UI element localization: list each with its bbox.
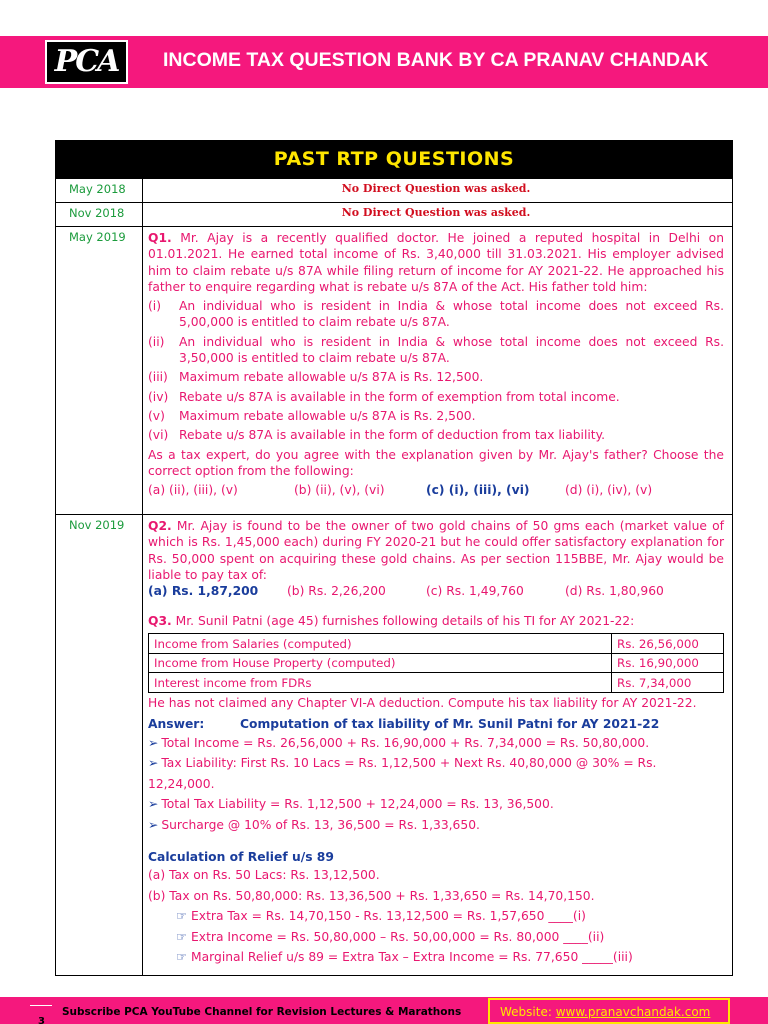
arrow-icon: ➢: [148, 756, 159, 771]
arrow-icon: ➢: [148, 817, 159, 832]
website-link[interactable]: www.pranavchandak.com: [555, 1005, 711, 1019]
pointing-hand-icon: ☞: [176, 909, 188, 924]
header-title: INCOME TAX QUESTION BANK BY CA PRANAV CHANDAK: [163, 49, 709, 71]
answer-bullet: [148, 753, 724, 794]
q2-q3-cell: [143, 515, 732, 975]
option: (d) Rs. 1,80,960: [565, 584, 664, 599]
table-row: [149, 653, 724, 673]
item-text: Maximum rebate allowable u/s 87A is Rs. 2,500.: [179, 408, 476, 423]
arrow-icon: ➢: [148, 797, 159, 812]
sub-text: Extra Tax = Rs. 14,70,150 - Rs. 13,12,500 = Rs. 1,57,650 ____(i): [191, 909, 586, 924]
answer-heading: [148, 716, 724, 732]
footer-divider: [30, 1005, 52, 1006]
q3-after: He has not claimed any Chapter VI-A deduction. Compute his tax liability for AY 2021-22.: [148, 695, 697, 710]
item-number: (iv): [148, 389, 169, 404]
row-date: Nov 2018: [56, 203, 143, 226]
answer-bullet: [148, 794, 724, 815]
q2-options: [148, 583, 724, 599]
income-label: Income from Salaries (computed): [149, 634, 612, 654]
row-date: May 2019: [56, 227, 143, 514]
relief-line: (a) Tax on Rs. 50 Lacs: Rs. 13,12,500.: [148, 868, 380, 883]
income-amount: Rs. 7,34,000: [612, 673, 724, 693]
item-number: (ii): [148, 334, 165, 349]
q1-options: [148, 482, 724, 498]
q3-text: [148, 613, 724, 629]
website-label: Website:: [500, 1005, 552, 1019]
q1-item: [148, 408, 724, 424]
option: (a) (ii), (iii), (v): [148, 483, 238, 498]
answer-label: Answer:: [148, 717, 205, 732]
table-row: [56, 202, 732, 226]
answer-bullet: [148, 733, 724, 754]
q1-prompt: As a tax expert, do you agree with the explanation given by Mr. Ajay's father? Choose the correct option from the following:: [148, 447, 724, 478]
row-note: No Direct Question was asked.: [341, 182, 531, 195]
option-correct: (c) (i), (iii), (vi): [426, 483, 530, 498]
table-row: [149, 673, 724, 693]
item-number: (vi): [148, 428, 169, 443]
answer-title: Computation of tax liability of Mr. Sunil Patni for AY 2021-22: [240, 717, 660, 732]
income-label: Income from House Property (computed): [149, 653, 612, 673]
q2-label: Q2.: [148, 519, 172, 533]
q1-item: [148, 298, 724, 331]
pointing-hand-icon: ☞: [176, 929, 188, 944]
table-row-q2-q3: [56, 514, 732, 975]
relief-heading: Calculation of Relief u/s 89: [148, 850, 334, 865]
item-text: Maximum rebate allowable u/s 87A is Rs. 12,500.: [179, 370, 484, 385]
footer-subscribe-text: Subscribe PCA YouTube Channel for Revision Lectures & Marathons: [62, 1006, 462, 1018]
row-note: No Direct Question was asked.: [341, 206, 531, 219]
q1-body: Mr. Ajay is a recently qualified doctor. He joined a reputed hospital in Delhi on 01.01.2021. He earned total income of Rs. 3,40,000 till 31.03.2021. His employer advised him to claim rebate u/s 87A while filing return of income for AY 2021-22. He approached his father to enquire regarding what is rebate u/s 87A of the Act. His father told him:: [148, 231, 724, 294]
option-correct: (a) Rs. 1,87,200: [148, 584, 259, 599]
table-row: [149, 634, 724, 654]
footer-website: [488, 998, 730, 1024]
item-text: Rebate u/s 87A is available in the form of deduction from tax liability.: [179, 428, 606, 443]
arrow-icon: ➢: [148, 735, 159, 750]
q3-label: Q3.: [148, 614, 172, 629]
item-text: Rebate u/s 87A is available in the form of exemption from total income.: [179, 389, 620, 404]
sub-text: Marginal Relief u/s 89 = Extra Tax – Extra Income = Rs. 77,650 _____(iii): [191, 950, 633, 965]
q1-item: [148, 427, 724, 443]
income-label: Interest income from FDRs: [149, 673, 612, 693]
q1-item: [148, 389, 724, 405]
table-row: [56, 178, 732, 202]
bullet-text: Total Income = Rs. 26,56,000 + Rs. 16,90,000 + Rs. 7,34,000 = Rs. 50,80,000.: [161, 735, 650, 750]
q1-text: [148, 230, 724, 295]
item-number: (i): [148, 299, 162, 314]
option: (d) (i), (iv), (v): [565, 483, 653, 498]
option: (b) Rs. 2,26,200: [287, 584, 386, 599]
bullet-text: Tax Liability: First Rs. 10 Lacs = Rs. 1,12,500 + Next Rs. 40,80,000 @ 30% = Rs. 12,24,000.: [148, 756, 657, 791]
answer-bullet: [148, 815, 724, 836]
relief-sub: [148, 927, 724, 948]
item-number: (v): [148, 408, 165, 423]
income-amount: Rs. 16,90,000: [612, 653, 724, 673]
q2-body: Mr. Ajay is found to be the owner of two gold chains of 50 gms each (market value of which is Rs. 1,45,000 each) during FY 2020-21 but he could offer satisfactory explanation for Rs. 50,000 spent on acquiring these gold chains. As per section 115BBE, Mr. Ajay would be liable to pay tax of:: [148, 519, 724, 582]
option: (c) Rs. 1,49,760: [426, 584, 524, 599]
income-amount: Rs. 26,56,000: [612, 634, 724, 654]
pointing-hand-icon: ☞: [176, 950, 188, 965]
row-date: Nov 2019: [56, 515, 143, 975]
sub-text: Extra Income = Rs. 50,80,000 – Rs. 50,00,000 = Rs. 80,000 ____(ii): [191, 929, 605, 944]
bullet-text: Surcharge @ 10% of Rs. 13, 36,500 = Rs. 1,33,650.: [161, 817, 480, 832]
page-number: 3: [38, 1016, 45, 1024]
bullet-text: Total Tax Liability = Rs. 1,12,500 + 12,24,000 = Rs. 13, 36,500.: [161, 797, 554, 812]
item-number: (iii): [148, 370, 168, 385]
q1-cell: [143, 227, 732, 514]
q2-text: [148, 518, 724, 583]
item-text: An individual who is resident in India & whose total income does not exceed Rs. 3,50,000 is entitled to claim rebate u/s 87A.: [179, 334, 724, 366]
option: (b) (ii), (v), (vi): [294, 483, 385, 498]
q1-label: Q1.: [148, 231, 172, 245]
table-title: PAST RTP QUESTIONS: [56, 141, 732, 178]
q1-item: [148, 334, 724, 367]
pca-logo: PCA: [45, 40, 128, 84]
questions-table: [55, 140, 733, 976]
relief-sub: [148, 947, 724, 968]
relief-sub: [148, 906, 724, 927]
q1-item: [148, 369, 724, 385]
income-table: [148, 633, 724, 693]
item-text: An individual who is resident in India & whose total income does not exceed Rs. 5,00,000 is entitled to claim rebate u/s 87A.: [179, 299, 724, 330]
q3-body: Mr. Sunil Patni (age 45) furnishes following details of his TI for AY 2021-22:: [175, 614, 635, 629]
row-date: May 2018: [56, 179, 143, 202]
relief-line: (b) Tax on Rs. 50,80,000: Rs. 13,36,500 + Rs. 1,33,650 = Rs. 14,70,150.: [148, 888, 595, 903]
table-row-q1: [56, 226, 732, 514]
